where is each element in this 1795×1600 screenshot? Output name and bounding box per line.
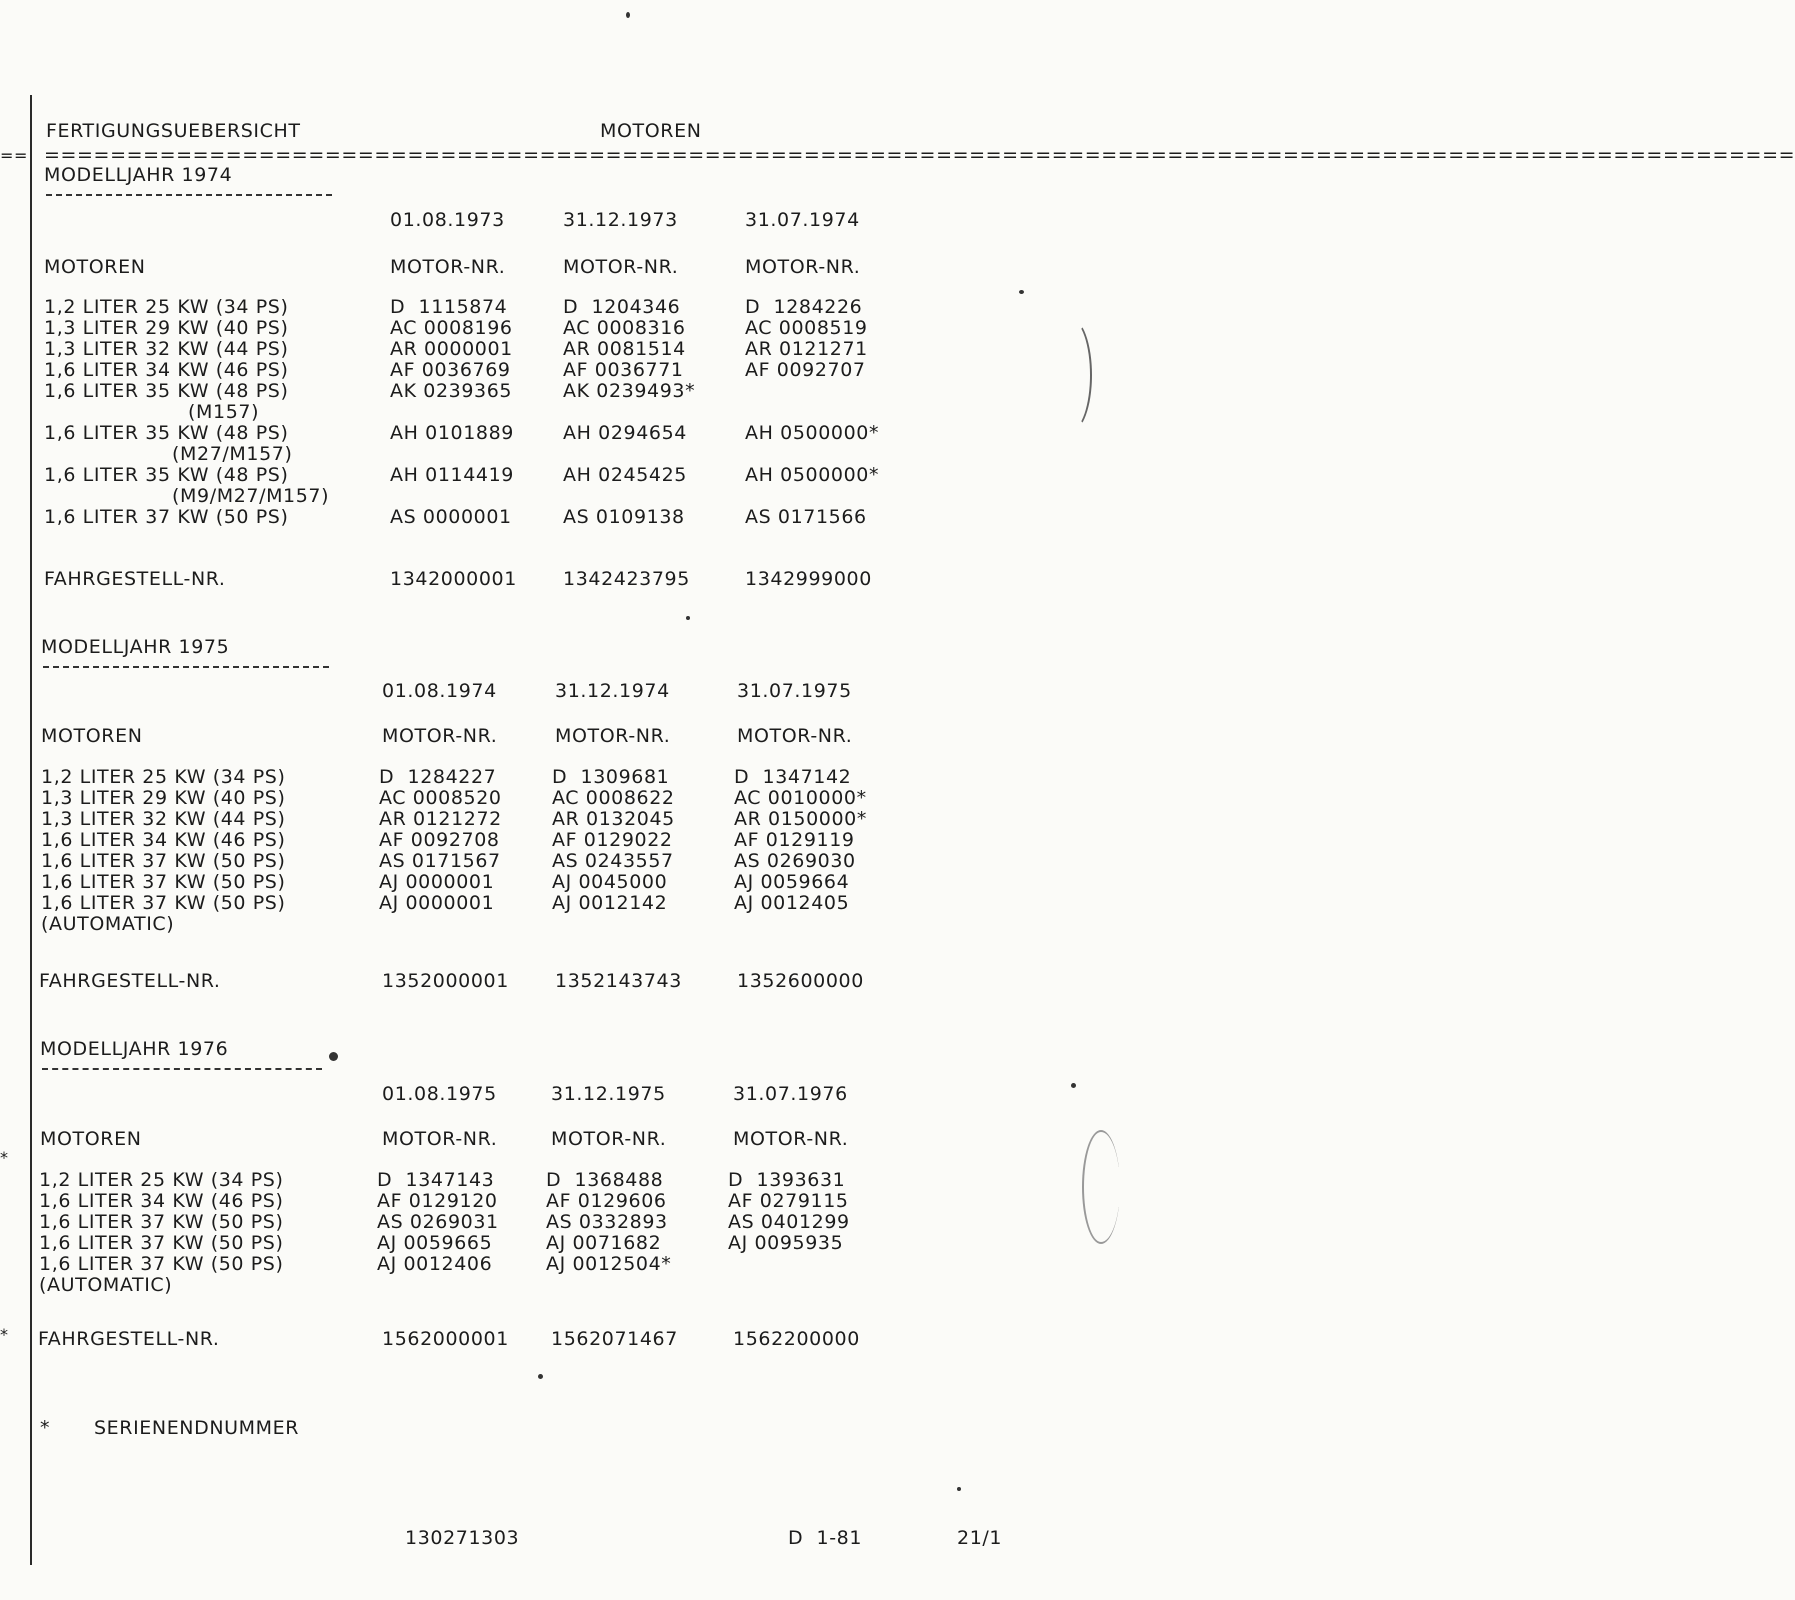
table-row [0, 1212, 1115, 1233]
scan-speck [1071, 1083, 1076, 1088]
table-row [0, 1170, 1115, 1191]
motor-number: AF 0129119 [734, 829, 855, 851]
table-row [0, 893, 1117, 914]
date-header: 01.08.1973 [390, 209, 505, 231]
engine-spec: 1,2 LITER 25 KW (34 PS) [39, 1169, 284, 1191]
engine-spec: 1,3 LITER 32 KW (44 PS) [41, 808, 286, 830]
scan-smudge [1050, 318, 1092, 432]
motor-number: AR 0081514 [563, 338, 686, 360]
fahrgestell-label: FAHRGESTELL-NR. [44, 568, 226, 590]
table-row [0, 297, 1120, 318]
motor-number: AF 0129606 [546, 1190, 667, 1212]
fahrgestell-label: FAHRGESTELL-NR. [38, 1328, 220, 1350]
engine-spec: 1,6 LITER 37 KW (50 PS) [41, 892, 286, 914]
motor-number: AJ 0071682 [546, 1232, 662, 1254]
column-header: MOTOR-NR. [563, 256, 679, 278]
motor-number: D 1115874 [390, 296, 508, 318]
engine-table-1974 [0, 297, 1120, 528]
engine-variant-note: (M157) [188, 401, 260, 423]
motor-number: AS 0171567 [379, 850, 501, 872]
motor-number: AF 0129120 [377, 1190, 498, 1212]
chassis-number: 1352600000 [737, 970, 864, 992]
chassis-number: 1562000001 [382, 1328, 509, 1350]
date-header: 31.07.1976 [733, 1083, 848, 1105]
engine-spec: 1,6 LITER 37 KW (50 PS) [44, 506, 289, 528]
engine-spec: 1,3 LITER 29 KW (40 PS) [41, 787, 286, 809]
page-number: 21/1 [957, 1527, 1003, 1549]
motor-number: AS 0269031 [377, 1211, 499, 1233]
engine-spec: 1,6 LITER 34 KW (46 PS) [39, 1190, 284, 1212]
table-row [0, 507, 1120, 528]
motor-number: AJ 0000001 [379, 871, 495, 893]
table-row-note [0, 1275, 1115, 1296]
table-row [0, 318, 1120, 339]
engine-spec: 1,2 LITER 25 KW (34 PS) [41, 766, 286, 788]
double-rule: ========================================================================================================== [44, 144, 1795, 166]
footnote-mark: * [40, 1417, 51, 1439]
motor-number: AH 0500000* [745, 422, 880, 444]
table-row [0, 1191, 1115, 1212]
table-row-note [0, 402, 1120, 423]
engine-spec: 1,6 LITER 37 KW (50 PS) [39, 1232, 284, 1254]
table-row [0, 788, 1117, 809]
motor-number: AJ 0095935 [728, 1232, 844, 1254]
chassis-number: 1342999000 [745, 568, 872, 590]
column-header: MOTOR-NR. [733, 1128, 849, 1150]
engine-variant-note: (AUTOMATIC) [41, 913, 175, 935]
document-reference: D 1-81 [788, 1527, 863, 1549]
motoren-label: MOTOREN [44, 256, 146, 278]
engine-spec: 1,6 LITER 35 KW (48 PS) [44, 422, 289, 444]
motor-number: D 1368488 [546, 1169, 664, 1191]
motoren-label: MOTOREN [40, 1128, 142, 1150]
motor-number: AC 0008316 [563, 317, 686, 339]
motor-number: AH 0500000* [745, 464, 880, 486]
left-margin-rule-mark: == [0, 146, 29, 165]
chassis-number: 1342423795 [563, 568, 690, 590]
motor-number: AJ 0045000 [552, 871, 668, 893]
motor-number: AJ 0000001 [379, 892, 495, 914]
table-row-note [0, 914, 1117, 935]
model-year-heading: MODELLJAHR 1976 [40, 1038, 229, 1060]
scan-speck [329, 1052, 338, 1061]
motor-number: AJ 0012504* [546, 1253, 672, 1275]
table-row [0, 809, 1117, 830]
table-row [0, 830, 1117, 851]
motor-number: AJ 0012405 [734, 892, 850, 914]
motor-number: AC 0008519 [745, 317, 868, 339]
motor-number: AJ 0012142 [552, 892, 668, 914]
engine-variant-note: (M27/M157) [172, 443, 293, 465]
scan-speck [686, 616, 690, 620]
scan-speck [957, 1487, 961, 1491]
engine-spec: 1,6 LITER 37 KW (50 PS) [39, 1253, 284, 1275]
left-margin-asterisk: * [0, 1325, 9, 1344]
engine-variant-note: (M9/M27/M157) [172, 485, 330, 507]
motor-number: AC 0008622 [552, 787, 675, 809]
dashed-underline [43, 666, 329, 668]
motor-number: D 1284227 [379, 766, 497, 788]
chassis-number: 1352143743 [555, 970, 682, 992]
engine-spec: 1,6 LITER 35 KW (48 PS) [44, 464, 289, 486]
motor-number: AS 0401299 [728, 1211, 850, 1233]
table-row [0, 339, 1120, 360]
column-header: MOTOR-NR. [382, 725, 498, 747]
table-row [0, 381, 1120, 402]
date-header: 31.12.1975 [551, 1083, 666, 1105]
motor-number: AC 0008520 [379, 787, 502, 809]
engine-spec: 1,2 LITER 25 KW (34 PS) [44, 296, 289, 318]
motor-number: AH 0114419 [390, 464, 514, 486]
date-header: 31.12.1973 [563, 209, 678, 231]
table-row [0, 1254, 1115, 1275]
chassis-number: 1562071467 [551, 1328, 678, 1350]
engine-spec: 1,6 LITER 34 KW (46 PS) [41, 829, 286, 851]
document-title: FERTIGUNGSUEBERSICHT [46, 120, 301, 142]
table-row [0, 767, 1117, 788]
motoren-label: MOTOREN [41, 725, 143, 747]
motor-number: AF 0092707 [745, 359, 866, 381]
motor-number: AF 0036769 [390, 359, 511, 381]
motor-number: AR 0132045 [552, 808, 675, 830]
fahrgestell-label: FAHRGESTELL-NR. [39, 970, 221, 992]
motor-number: D 1347143 [377, 1169, 495, 1191]
model-year-heading: MODELLJAHR 1974 [44, 164, 233, 186]
table-row [0, 423, 1120, 444]
table-row [0, 360, 1120, 381]
date-header: 01.08.1975 [382, 1083, 497, 1105]
column-header: MOTOR-NR. [737, 725, 853, 747]
document-number: 130271303 [405, 1527, 520, 1549]
engine-table-1976 [0, 1170, 1115, 1296]
motor-number: AJ 0059665 [377, 1232, 493, 1254]
engine-spec: 1,3 LITER 32 KW (44 PS) [44, 338, 289, 360]
scan-speck [626, 12, 630, 18]
column-header: MOTOR-NR. [390, 256, 506, 278]
table-row [0, 1233, 1115, 1254]
engine-spec: 1,6 LITER 37 KW (50 PS) [41, 850, 286, 872]
table-row [0, 465, 1120, 486]
engine-spec: 1,6 LITER 35 KW (48 PS) [44, 380, 289, 402]
motor-number: AS 0243557 [552, 850, 674, 872]
motor-number: D 1204346 [563, 296, 681, 318]
motor-number: AH 0294654 [563, 422, 687, 444]
scan-speck [538, 1374, 543, 1379]
motor-number: D 1284226 [745, 296, 863, 318]
date-header: 31.07.1974 [745, 209, 860, 231]
column-header: MOTOR-NR. [745, 256, 861, 278]
motor-number: D 1347142 [734, 766, 852, 788]
motor-number: D 1393631 [728, 1169, 846, 1191]
date-header: 31.12.1974 [555, 680, 670, 702]
motor-number: AJ 0059664 [734, 871, 850, 893]
column-header: MOTOR-NR. [551, 1128, 667, 1150]
engine-spec: 1,6 LITER 34 KW (46 PS) [44, 359, 289, 381]
scan-speck [1019, 290, 1024, 294]
motor-number: AF 0279115 [728, 1190, 849, 1212]
motor-number: AK 0239493* [563, 380, 696, 402]
motor-number: AS 0332893 [546, 1211, 668, 1233]
table-row-note [0, 444, 1120, 465]
motor-number: AF 0129022 [552, 829, 673, 851]
engine-spec: 1,6 LITER 37 KW (50 PS) [41, 871, 286, 893]
model-year-heading: MODELLJAHR 1975 [41, 636, 230, 658]
engine-spec: 1,6 LITER 37 KW (50 PS) [39, 1211, 284, 1233]
motor-number: AK 0239365 [390, 380, 513, 402]
date-header: 01.08.1974 [382, 680, 497, 702]
chassis-number: 1342000001 [390, 568, 517, 590]
chassis-number: 1562200000 [733, 1328, 860, 1350]
motor-number: AC 0008196 [390, 317, 513, 339]
table-row [0, 872, 1117, 893]
motor-number: AS 0000001 [390, 506, 512, 528]
motor-number: AS 0171566 [745, 506, 867, 528]
engine-spec: 1,3 LITER 29 KW (40 PS) [44, 317, 289, 339]
column-header: MOTOR-NR. [382, 1128, 498, 1150]
motor-number: AF 0036771 [563, 359, 684, 381]
table-row-note [0, 486, 1120, 507]
motor-number: AH 0245425 [563, 464, 687, 486]
motor-number: AR 0121272 [379, 808, 502, 830]
document-subject: MOTOREN [600, 120, 702, 142]
dashed-underline [42, 1068, 322, 1070]
motor-number: AS 0269030 [734, 850, 856, 872]
motor-number: AR 0150000* [734, 808, 867, 830]
footnote-text: SERIENENDNUMMER [94, 1417, 300, 1439]
table-row [0, 851, 1117, 872]
motor-number: AR 0121271 [745, 338, 868, 360]
motor-number: AJ 0012406 [377, 1253, 493, 1275]
motor-number: AC 0010000* [734, 787, 867, 809]
motor-number: AF 0092708 [379, 829, 500, 851]
motor-number: AR 0000001 [390, 338, 513, 360]
dashed-underline [46, 194, 332, 196]
motor-number: AH 0101889 [390, 422, 514, 444]
scan-smudge [1082, 1130, 1120, 1244]
engine-variant-note: (AUTOMATIC) [39, 1274, 173, 1296]
engine-table-1975 [0, 767, 1117, 935]
chassis-number: 1352000001 [382, 970, 509, 992]
column-header: MOTOR-NR. [555, 725, 671, 747]
motor-number: D 1309681 [552, 766, 670, 788]
motor-number: AS 0109138 [563, 506, 685, 528]
left-margin-asterisk: * [0, 1148, 9, 1167]
date-header: 31.07.1975 [737, 680, 852, 702]
